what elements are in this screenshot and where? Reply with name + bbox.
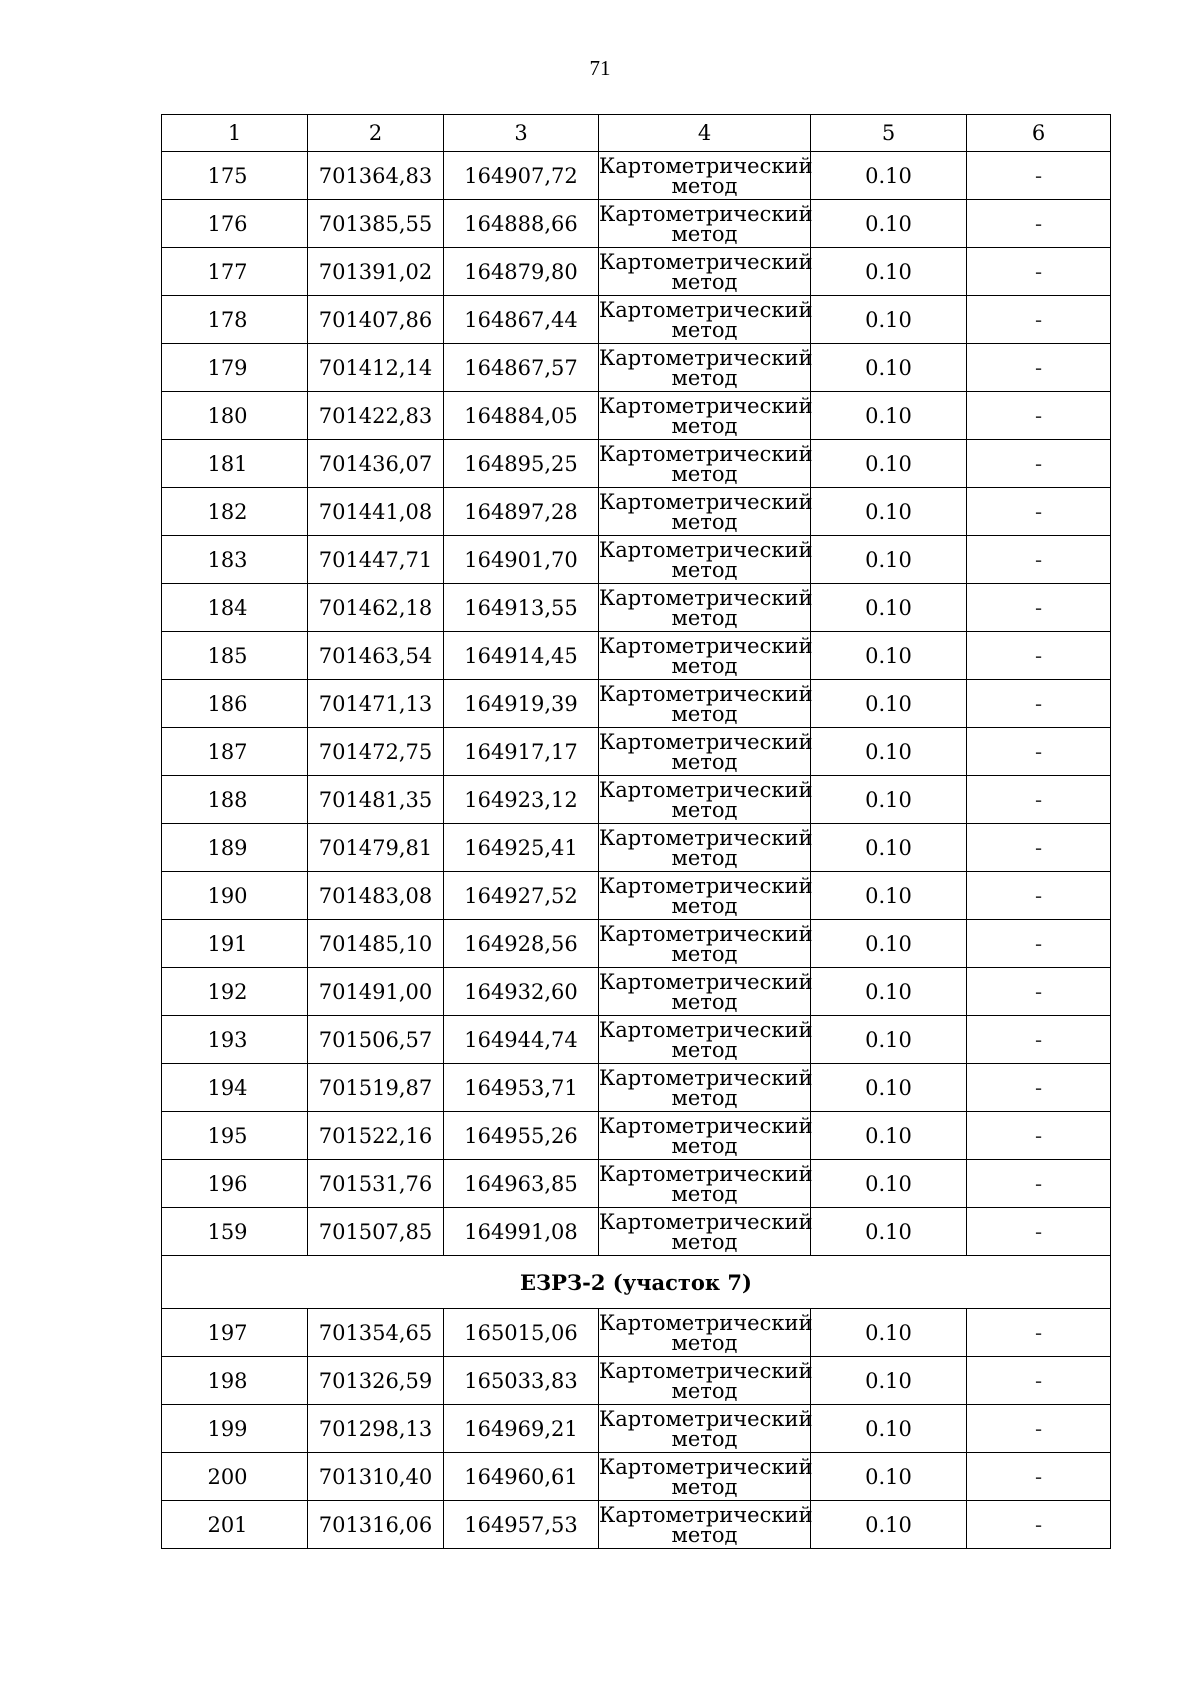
note-cell: - (967, 872, 1111, 920)
coordinate-y-cell: 164895,25 (444, 440, 599, 488)
point-number-cell: 182 (162, 488, 308, 536)
note-cell: - (967, 392, 1111, 440)
method-line-1: Картометрический (599, 633, 813, 658)
note-cell: - (967, 776, 1111, 824)
method-cell (599, 440, 811, 488)
coordinate-y-cell: 164914,45 (444, 632, 599, 680)
column-header: 6 (967, 115, 1111, 152)
coordinate-y-cell: 164923,12 (444, 776, 599, 824)
method-cell (599, 296, 811, 344)
method-line-1: Картометрический (599, 1209, 813, 1234)
method-line-1: Картометрический (599, 1161, 813, 1186)
point-number-cell: 201 (162, 1501, 308, 1549)
coordinate-x-cell: 701522,16 (308, 1112, 444, 1160)
table-row (162, 1112, 1111, 1160)
table-row (162, 584, 1111, 632)
method-cell (599, 1160, 811, 1208)
coordinate-x-cell: 701485,10 (308, 920, 444, 968)
column-header: 3 (444, 115, 599, 152)
coordinate-y-cell: 164917,17 (444, 728, 599, 776)
method-cell (599, 728, 811, 776)
coordinate-y-cell: 164927,52 (444, 872, 599, 920)
coordinate-y-cell: 164925,41 (444, 824, 599, 872)
accuracy-cell: 0.10 (811, 1160, 967, 1208)
method-cell (599, 488, 811, 536)
coordinate-y-cell: 164991,08 (444, 1208, 599, 1256)
coordinate-x-cell: 701462,18 (308, 584, 444, 632)
coordinate-y-cell: 164963,85 (444, 1160, 599, 1208)
accuracy-cell: 0.10 (811, 1016, 967, 1064)
accuracy-cell: 0.10 (811, 392, 967, 440)
note-cell: - (967, 1160, 1111, 1208)
point-number-cell: 193 (162, 1016, 308, 1064)
note-cell: - (967, 296, 1111, 344)
method-line-1: Картометрический (599, 345, 813, 370)
method-line-1: Картометрический (599, 777, 813, 802)
accuracy-cell: 0.10 (811, 1405, 967, 1453)
column-header: 5 (811, 115, 967, 152)
accuracy-cell: 0.10 (811, 1309, 967, 1357)
method-cell (599, 920, 811, 968)
accuracy-cell: 0.10 (811, 1453, 967, 1501)
note-cell: - (967, 584, 1111, 632)
method-cell (599, 1016, 811, 1064)
coordinate-x-cell: 701519,87 (308, 1064, 444, 1112)
table-row (162, 1357, 1111, 1405)
coordinate-y-cell: 164928,56 (444, 920, 599, 968)
coordinate-y-cell: 164960,61 (444, 1453, 599, 1501)
method-line-1: Картометрический (599, 441, 813, 466)
note-cell: - (967, 344, 1111, 392)
method-cell (599, 536, 811, 584)
method-cell (599, 584, 811, 632)
table-row (162, 776, 1111, 824)
coordinate-x-cell: 701483,08 (308, 872, 444, 920)
coordinate-x-cell: 701436,07 (308, 440, 444, 488)
method-line-1: Картометрический (599, 393, 813, 418)
point-number-cell: 191 (162, 920, 308, 968)
coordinate-x-cell: 701481,35 (308, 776, 444, 824)
note-cell: - (967, 1112, 1111, 1160)
table-row (162, 824, 1111, 872)
method-line-2: метод (671, 845, 738, 870)
method-line-2: метод (671, 557, 738, 582)
note-cell: - (967, 728, 1111, 776)
point-number-cell: 192 (162, 968, 308, 1016)
table-row (162, 152, 1111, 200)
table-header-row (162, 115, 1111, 152)
accuracy-cell: 0.10 (811, 1357, 967, 1405)
table-row (162, 248, 1111, 296)
method-line-1: Картометрический (599, 1406, 813, 1431)
method-cell (599, 1501, 811, 1549)
method-line-1: Картометрический (599, 681, 813, 706)
table-row (162, 1501, 1111, 1549)
method-line-1: Картометрический (599, 249, 813, 274)
method-line-2: метод (671, 1330, 738, 1355)
accuracy-cell: 0.10 (811, 344, 967, 392)
coordinate-x-cell: 701385,55 (308, 200, 444, 248)
method-line-2: метод (671, 173, 738, 198)
method-line-1: Картометрический (599, 921, 813, 946)
table-row (162, 440, 1111, 488)
coordinate-x-cell: 701298,13 (308, 1405, 444, 1453)
method-line-2: метод (671, 605, 738, 630)
point-number-cell: 179 (162, 344, 308, 392)
table-row (162, 1064, 1111, 1112)
method-cell (599, 1309, 811, 1357)
method-line-2: метод (671, 1229, 738, 1254)
accuracy-cell: 0.10 (811, 248, 967, 296)
method-line-2: метод (671, 1133, 738, 1158)
method-cell (599, 824, 811, 872)
accuracy-cell: 0.10 (811, 1208, 967, 1256)
accuracy-cell: 0.10 (811, 728, 967, 776)
method-cell (599, 776, 811, 824)
table-row (162, 392, 1111, 440)
note-cell: - (967, 632, 1111, 680)
table-row (162, 536, 1111, 584)
coordinate-x-cell: 701491,00 (308, 968, 444, 1016)
table-row (162, 200, 1111, 248)
point-number-cell: 188 (162, 776, 308, 824)
coordinate-x-cell: 701472,75 (308, 728, 444, 776)
coordinate-y-cell: 164867,44 (444, 296, 599, 344)
method-cell (599, 1357, 811, 1405)
method-line-2: метод (671, 413, 738, 438)
point-number-cell: 184 (162, 584, 308, 632)
method-cell (599, 968, 811, 1016)
accuracy-cell: 0.10 (811, 200, 967, 248)
column-header: 2 (308, 115, 444, 152)
note-cell: - (967, 920, 1111, 968)
table-row (162, 728, 1111, 776)
method-line-2: метод (671, 797, 738, 822)
accuracy-cell: 0.10 (811, 584, 967, 632)
coordinate-x-cell: 701531,76 (308, 1160, 444, 1208)
method-line-1: Картометрический (599, 873, 813, 898)
method-line-1: Картометрический (599, 585, 813, 610)
column-header: 4 (599, 115, 811, 152)
point-number-cell: 196 (162, 1160, 308, 1208)
table-row (162, 344, 1111, 392)
method-line-2: метод (671, 509, 738, 534)
point-number-cell: 190 (162, 872, 308, 920)
note-cell: - (967, 248, 1111, 296)
method-line-1: Картометрический (599, 1065, 813, 1090)
method-cell (599, 152, 811, 200)
coordinate-x-cell: 701447,71 (308, 536, 444, 584)
point-number-cell: 194 (162, 1064, 308, 1112)
method-line-2: метод (671, 941, 738, 966)
accuracy-cell: 0.10 (811, 872, 967, 920)
accuracy-cell: 0.10 (811, 1501, 967, 1549)
note-cell: - (967, 536, 1111, 584)
method-line-2: метод (671, 365, 738, 390)
method-line-2: метод (671, 1037, 738, 1062)
point-number-cell: 186 (162, 680, 308, 728)
point-number-cell: 181 (162, 440, 308, 488)
method-line-2: метод (671, 317, 738, 342)
accuracy-cell: 0.10 (811, 440, 967, 488)
note-cell: - (967, 968, 1111, 1016)
note-cell: - (967, 152, 1111, 200)
table-body (162, 115, 1111, 1549)
coordinate-y-cell: 164867,57 (444, 344, 599, 392)
point-number-cell: 177 (162, 248, 308, 296)
table-row (162, 488, 1111, 536)
page-number: 71 (589, 56, 611, 80)
point-number-cell: 180 (162, 392, 308, 440)
method-cell (599, 1208, 811, 1256)
coordinate-x-cell: 701471,13 (308, 680, 444, 728)
coordinate-x-cell: 701463,54 (308, 632, 444, 680)
method-line-2: метод (671, 989, 738, 1014)
method-line-2: метод (671, 701, 738, 726)
method-cell (599, 680, 811, 728)
point-number-cell: 175 (162, 152, 308, 200)
coordinate-x-cell: 701507,85 (308, 1208, 444, 1256)
method-line-1: Картометрический (599, 297, 813, 322)
note-cell: - (967, 1016, 1111, 1064)
method-line-1: Картометрический (599, 201, 813, 226)
method-line-1: Картометрический (599, 729, 813, 754)
method-line-1: Картометрический (599, 1017, 813, 1042)
coordinate-y-cell: 164919,39 (444, 680, 599, 728)
point-number-cell: 176 (162, 200, 308, 248)
note-cell: - (967, 1309, 1111, 1357)
accuracy-cell: 0.10 (811, 488, 967, 536)
coordinate-x-cell: 701310,40 (308, 1453, 444, 1501)
method-line-2: метод (671, 221, 738, 246)
column-header: 1 (162, 115, 308, 152)
note-cell: - (967, 440, 1111, 488)
table-row (162, 1309, 1111, 1357)
method-line-1: Картометрический (599, 825, 813, 850)
point-number-cell: 197 (162, 1309, 308, 1357)
method-cell (599, 392, 811, 440)
method-line-1: Картометрический (599, 537, 813, 562)
accuracy-cell: 0.10 (811, 680, 967, 728)
method-cell (599, 248, 811, 296)
method-line-1: Картометрический (599, 1113, 813, 1138)
method-cell (599, 872, 811, 920)
note-cell: - (967, 1453, 1111, 1501)
accuracy-cell: 0.10 (811, 152, 967, 200)
note-cell: - (967, 1501, 1111, 1549)
coordinate-y-cell: 164879,80 (444, 248, 599, 296)
coordinate-x-cell: 701326,59 (308, 1357, 444, 1405)
coordinate-y-cell: 164901,70 (444, 536, 599, 584)
coordinate-x-cell: 701479,81 (308, 824, 444, 872)
note-cell: - (967, 200, 1111, 248)
point-number-cell: 183 (162, 536, 308, 584)
method-line-1: Картометрический (599, 1310, 813, 1335)
point-number-cell: 159 (162, 1208, 308, 1256)
method-line-1: Картометрический (599, 489, 813, 514)
accuracy-cell: 0.10 (811, 920, 967, 968)
method-line-2: метод (671, 893, 738, 918)
section-title: ЕЗРЗ-2 (участок 7) (162, 1256, 1111, 1309)
method-line-2: метод (671, 1426, 738, 1451)
method-cell (599, 1112, 811, 1160)
accuracy-cell: 0.10 (811, 776, 967, 824)
table-row (162, 1160, 1111, 1208)
method-line-2: метод (671, 1181, 738, 1206)
method-line-2: метод (671, 653, 738, 678)
point-number-cell: 198 (162, 1357, 308, 1405)
coordinate-x-cell: 701506,57 (308, 1016, 444, 1064)
coordinate-y-cell: 165015,06 (444, 1309, 599, 1357)
method-cell (599, 1405, 811, 1453)
method-line-1: Картометрический (599, 1454, 813, 1479)
note-cell: - (967, 1064, 1111, 1112)
point-number-cell: 187 (162, 728, 308, 776)
method-line-2: метод (671, 1085, 738, 1110)
table-row (162, 680, 1111, 728)
point-number-cell: 200 (162, 1453, 308, 1501)
table-row (162, 968, 1111, 1016)
coordinate-x-cell: 701364,83 (308, 152, 444, 200)
coordinate-y-cell: 165033,83 (444, 1357, 599, 1405)
method-line-2: метод (671, 749, 738, 774)
table-row (162, 1453, 1111, 1501)
method-cell (599, 1064, 811, 1112)
coordinate-y-cell: 164953,71 (444, 1064, 599, 1112)
coordinate-y-cell: 164944,74 (444, 1016, 599, 1064)
point-number-cell: 199 (162, 1405, 308, 1453)
accuracy-cell: 0.10 (811, 536, 967, 584)
accuracy-cell: 0.10 (811, 632, 967, 680)
coordinate-x-cell: 701407,86 (308, 296, 444, 344)
coordinate-y-cell: 164957,53 (444, 1501, 599, 1549)
coordinate-x-cell: 701441,08 (308, 488, 444, 536)
table-row (162, 296, 1111, 344)
table-row (162, 632, 1111, 680)
accuracy-cell: 0.10 (811, 1064, 967, 1112)
section-header-row (162, 1256, 1111, 1309)
coordinate-y-cell: 164955,26 (444, 1112, 599, 1160)
coordinate-x-cell: 701422,83 (308, 392, 444, 440)
table-row (162, 920, 1111, 968)
table-row (162, 1208, 1111, 1256)
point-number-cell: 195 (162, 1112, 308, 1160)
coordinate-y-cell: 164969,21 (444, 1405, 599, 1453)
method-cell (599, 1453, 811, 1501)
coordinate-x-cell: 701354,65 (308, 1309, 444, 1357)
accuracy-cell: 0.10 (811, 1112, 967, 1160)
method-line-2: метод (671, 461, 738, 486)
method-cell (599, 344, 811, 392)
coordinate-y-cell: 164888,66 (444, 200, 599, 248)
coordinate-x-cell: 701316,06 (308, 1501, 444, 1549)
coordinate-y-cell: 164932,60 (444, 968, 599, 1016)
note-cell: - (967, 680, 1111, 728)
note-cell: - (967, 1208, 1111, 1256)
table-row (162, 1016, 1111, 1064)
method-cell (599, 632, 811, 680)
table-row (162, 872, 1111, 920)
method-cell (599, 200, 811, 248)
note-cell: - (967, 1405, 1111, 1453)
note-cell: - (967, 1357, 1111, 1405)
coordinate-y-cell: 164884,05 (444, 392, 599, 440)
coordinate-y-cell: 164907,72 (444, 152, 599, 200)
note-cell: - (967, 824, 1111, 872)
coordinate-x-cell: 701412,14 (308, 344, 444, 392)
coordinate-y-cell: 164913,55 (444, 584, 599, 632)
method-line-1: Картометрический (599, 1502, 813, 1527)
point-number-cell: 178 (162, 296, 308, 344)
accuracy-cell: 0.10 (811, 968, 967, 1016)
method-line-1: Картометрический (599, 153, 813, 178)
coordinate-y-cell: 164897,28 (444, 488, 599, 536)
note-cell: - (967, 488, 1111, 536)
accuracy-cell: 0.10 (811, 824, 967, 872)
coordinates-table (161, 114, 1111, 1549)
method-line-2: метод (671, 269, 738, 294)
method-line-1: Картометрический (599, 969, 813, 994)
method-line-2: метод (671, 1378, 738, 1403)
point-number-cell: 185 (162, 632, 308, 680)
table-row (162, 1405, 1111, 1453)
method-line-2: метод (671, 1522, 738, 1547)
method-line-1: Картометрический (599, 1358, 813, 1383)
method-line-2: метод (671, 1474, 738, 1499)
coordinate-x-cell: 701391,02 (308, 248, 444, 296)
accuracy-cell: 0.10 (811, 296, 967, 344)
point-number-cell: 189 (162, 824, 308, 872)
